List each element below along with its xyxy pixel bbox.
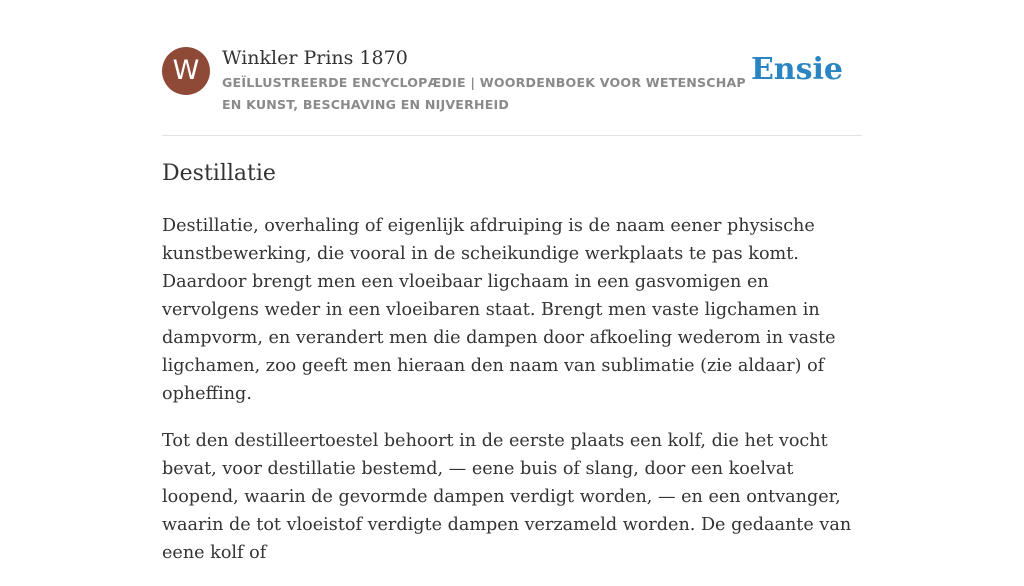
header xyxy=(162,0,862,136)
source-avatar[interactable]: W xyxy=(162,47,210,95)
article-paragraph: Destillatie, overhaling of eigenlijk afdruiping is de naam eener physische kunstbewerking, die vooral in de scheikundige werkplaats te pas komt. Daardoor brengt men een vloeibaar ligchaam in een gasvomigen en vervolgens weder in een vloeibaren staat. Brengt men vaste ligchamen in dampvorm, en verandert men die dampen door afkoeling wederom in vaste ligchamen, zoo geeft men hieraan den naam van sublimatie (zie aldaar) of opheffing. xyxy=(162,216,836,404)
source-title[interactable]: Winkler Prins 1870 xyxy=(222,47,408,69)
article-paragraph: Tot den destilleertoestel behoort in de eerste plaats een kolf, die het vocht bevat, voor destillatie bestemd, — eene buis of slang, door een koelvat loopend, waarin de gevormde dampen verdigt worden, — en een ontvanger, waarin de tot vloeistof verdigte dampen verzameld worden. De gedaante van eene kolf of xyxy=(162,431,852,563)
page xyxy=(162,0,862,563)
ensie-logo[interactable]: Ensie xyxy=(750,52,843,87)
source-subtitle: GEÏLLUSTREERDE ENCYCLOPÆDIE | WOORDENBOEK VOOR WETENSCHAP EN KUNST, BESCHAVING EN NIJVERHEID xyxy=(222,75,746,112)
article-body xyxy=(162,212,862,586)
article-title: Destillatie xyxy=(162,161,276,186)
